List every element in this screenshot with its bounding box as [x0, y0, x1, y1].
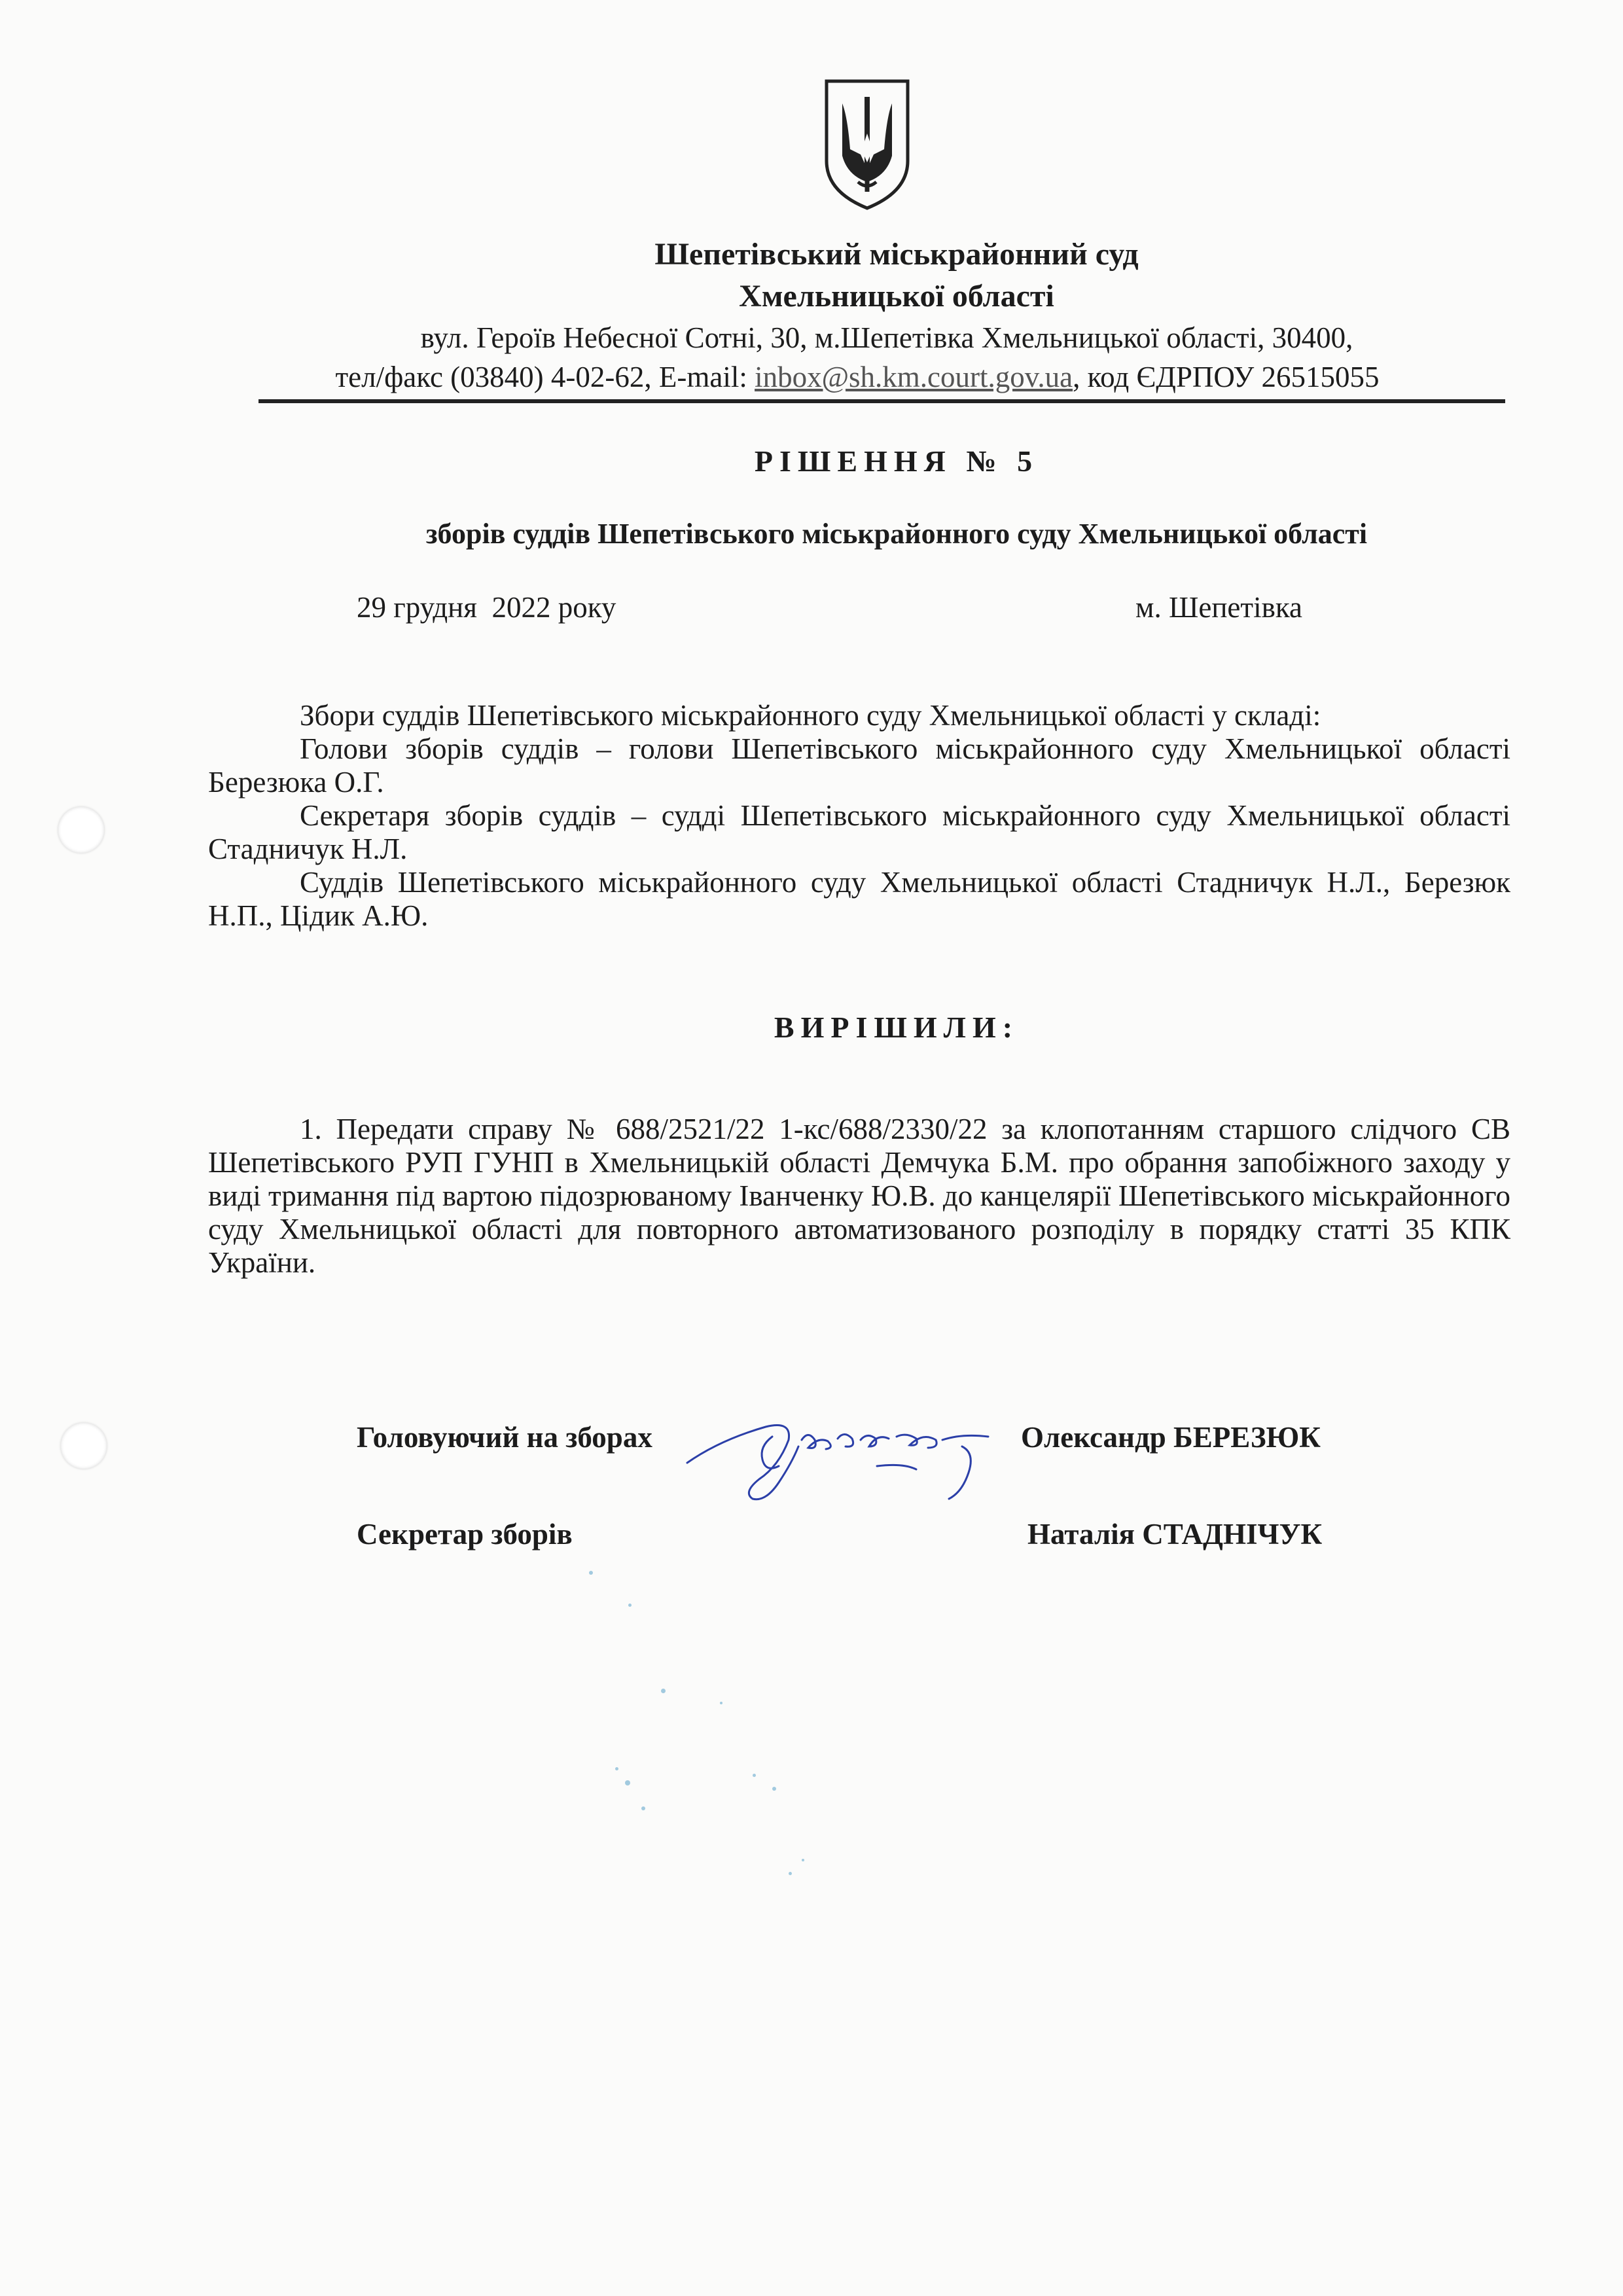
court-name: Шепетівський міськрайонний суд [654, 237, 1139, 272]
header-divider [259, 399, 1505, 403]
decision-list [208, 1113, 1510, 1280]
punch-hole-top [58, 806, 105, 853]
document-subtitle: зборів суддів Шепетівського міськрайонного суду Хмельницької області [425, 518, 1368, 550]
court-address: вул. Героїв Небесної Сотні, 30, м.Шепетівка Хмельницької області, 30400, [420, 321, 1353, 354]
chair-label: Головуючий на зборах [357, 1421, 652, 1454]
chair-name: Олександр БЕРЕЗЮК [1021, 1421, 1321, 1454]
document-title: РІШЕННЯ № 5 [754, 444, 1039, 478]
coat-of-arms-of-ukraine-icon [821, 77, 913, 211]
composition-paragraph: Голови зборів суддів – голови Шепетівського міськрайонного суду Хмельницької області Березюка О.Г. [208, 732, 1510, 798]
email-link[interactable]: inbox@sh.km.court.gov.ua [755, 361, 1073, 393]
court-region: Хмельницької області [739, 279, 1054, 314]
decided-heading: ВИРІШИЛИ: [774, 1011, 1020, 1044]
punch-hole-bottom [60, 1422, 107, 1469]
meeting-composition [208, 699, 1510, 933]
composition-paragraph: Секретаря зборів суддів – судді Шепетівського міськрайонного суду Хмельницької області Стадничук Н.Л. [208, 799, 1510, 865]
secretary-name: Наталія СТАДНІЧУК [1027, 1518, 1323, 1551]
composition-paragraph: Збори суддів Шепетівського міськрайонного суду Хмельницької області у складі: [300, 699, 1321, 732]
handwritten-signature [681, 1401, 1021, 1518]
decision-item: 1. Передати справу № 688/2521/22 1-кс/688/2330/22 за клопотанням старшого слідчого СВ Шепетівського РУП ГУНП в Хмельницькій області Демчука Б.М. про обрання запобіжного заходу у виді тримання під вартою підозрюваному Іванченку Ю.В. до канцелярії Шепетівського міськрайонного суду Хмельницької області для повторного автоматизованого розподілу в порядку статті 35 КПК України. [208, 1113, 1510, 1279]
contacts-code: , код ЄДРПОУ 26515055 [1073, 361, 1380, 393]
contacts-phone: тел/факс (03840) 4-02-62, E-mail: [335, 361, 755, 393]
document-date: 29 грудня 2022 року [357, 591, 616, 624]
document-place: м. Шепетівка [1135, 591, 1302, 624]
court-contacts [0, 359, 1623, 395]
secretary-label: Секретар зборів [357, 1518, 573, 1551]
composition-paragraph: Суддів Шепетівського міськрайонного суду Хмельницької області Стадничук Н.Л., Березюк Н.П., Цідик А.Ю. [208, 866, 1510, 932]
